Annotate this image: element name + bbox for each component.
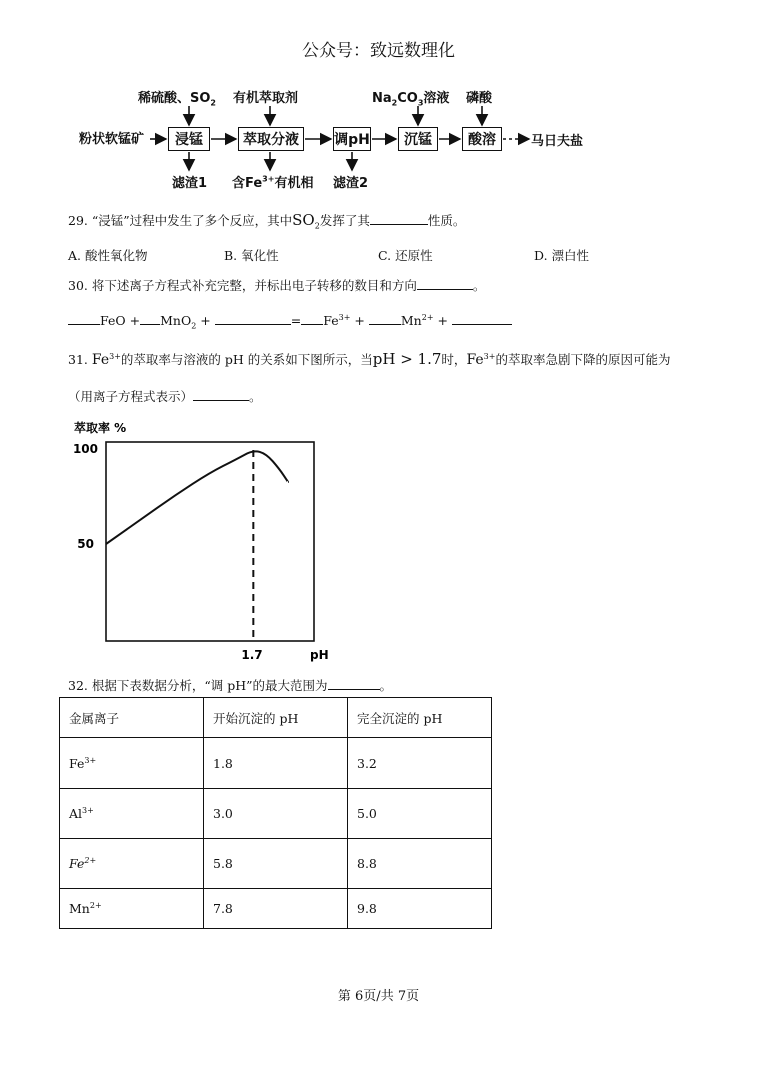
- table-cell-end: 9.8: [348, 889, 492, 929]
- table-cell-end: 8.8: [348, 839, 492, 889]
- table-header: 金属离子: [60, 698, 204, 738]
- flow-step-acid: 酸溶: [462, 127, 502, 151]
- table-cell-start: 3.0: [204, 789, 348, 839]
- chart-extraction-curve: [106, 451, 288, 544]
- flow-end: 马日夫盐: [531, 134, 584, 149]
- flow-arrows: [0, 0, 757, 200]
- q29-stem: 29. “浸锰”过程中发生了多个反应，其中$SO_2$发挥了其 性质。: [68, 211, 466, 231]
- q30-equation: FeO + MnO$_2$ + = $Fe^{3+} + Mn^{2+}$ +: [68, 312, 512, 328]
- q29-option-c[interactable]: C. 还原性: [378, 248, 433, 263]
- table-row: [60, 889, 492, 929]
- flow-output-residue2: 滤渣2: [333, 176, 369, 191]
- flow-input-extract: 有机萃取剂: [233, 91, 299, 106]
- page-header: 公众号：致远数理化: [302, 41, 455, 61]
- flow-step-ph: 调pH: [333, 127, 371, 151]
- table-cell-ion: $Fe^{3+}$: [60, 738, 204, 789]
- chart-frame: [106, 442, 314, 641]
- q29-option-d[interactable]: D. 漂白性: [534, 248, 590, 263]
- precipitation-table: [59, 697, 492, 929]
- extraction-chart: [60, 415, 350, 670]
- table-header: 完全沉淀的 pH: [348, 698, 492, 738]
- table-row: [60, 839, 492, 889]
- q29-option-b[interactable]: B. 氧化性: [224, 248, 279, 263]
- q29-answer-blank[interactable]: [370, 212, 428, 225]
- table-cell-start: 5.8: [204, 839, 348, 889]
- page-footer: 第 6页/共 7页: [337, 989, 420, 1004]
- flow-output-residue1: 滤渣1: [172, 176, 208, 191]
- q30-answer-blank[interactable]: [417, 277, 473, 290]
- flow-start: 粉状软锰矿: [79, 132, 145, 147]
- chart-ytick-50: 50: [77, 537, 94, 551]
- table-cell-ion: $Fe^{2+}$: [60, 839, 204, 889]
- chart-ylabel: 萃取率 %: [74, 421, 127, 435]
- table-row: [60, 789, 492, 839]
- table-row: [60, 738, 492, 789]
- q30-stem: 30. 将下述离子方程式补充完整，并标出电子转移的数目和方向 。: [68, 278, 486, 293]
- q32-answer-blank[interactable]: [328, 677, 380, 690]
- chart-xtick-1.7: 1.7: [241, 648, 263, 662]
- table-cell-ion: $Mn^{2+}$: [60, 889, 204, 929]
- table-cell-start: 7.8: [204, 889, 348, 929]
- flow-input-settle: $Na_2CO_3$溶液: [372, 91, 450, 108]
- q31-answer-blank[interactable]: [193, 388, 249, 401]
- table-header-row: [60, 698, 492, 738]
- flow-step-settle: 沉锰: [398, 127, 438, 151]
- table-cell-ion: $Al^{3+}$: [60, 789, 204, 839]
- table-header: 开始沉淀的 pH: [204, 698, 348, 738]
- table-cell-start: 1.8: [204, 738, 348, 789]
- chart-ytick-100: 100: [72, 442, 98, 456]
- q32-stem: 32. 根据下表数据分析，“调 pH”的最大范围为 。: [68, 678, 393, 693]
- flow-input-acid: 磷酸: [466, 91, 493, 106]
- table-cell-end: 3.2: [348, 738, 492, 789]
- table-cell-end: 5.0: [348, 789, 492, 839]
- q31-stem: 31. $Fe^{3+}$的萃取率与溶液的 pH 的关系如下图所示，当pH > 1.7时，$Fe^{3+}$的萃取率急剧下降的原因可能为: [68, 350, 671, 368]
- q31-line2: （用离子方程式表示） 。: [68, 389, 262, 404]
- flow-step-extract: 萃取分液: [238, 127, 304, 151]
- q29-option-a[interactable]: A. 酸性氧化物: [68, 248, 148, 263]
- flow-output-organic: 含$Fe^{3+}$有机相: [232, 174, 314, 191]
- flow-step-leach: 浸锰: [168, 127, 210, 151]
- flow-input-leach: 稀硫酸、$SO_2$: [138, 91, 216, 108]
- chart-xlabel: pH: [310, 648, 329, 662]
